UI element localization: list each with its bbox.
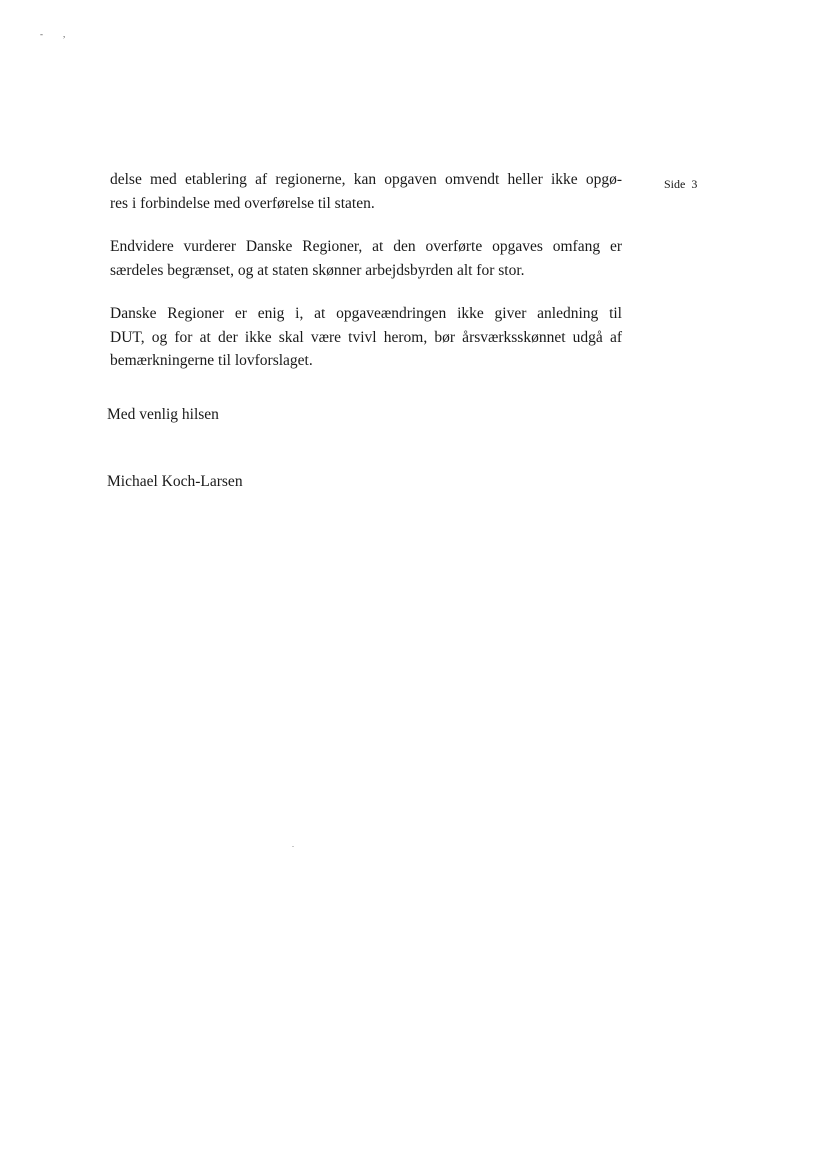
paragraph-2 — [110, 235, 622, 282]
paragraph-line: Danske Regioner er enig i, at opgaveændringen ikke giver anledning til — [110, 305, 622, 322]
page-indicator — [664, 176, 697, 192]
scan-speck — [292, 846, 294, 847]
paragraph-line: DUT, og for at der ikke skal være tvivl herom, bør årsværksskønnet udgå af — [110, 328, 622, 346]
closing-salutation: Med venlig hilsen — [107, 406, 219, 423]
signature-name: Michael Koch-Larsen — [107, 473, 243, 490]
paragraph-3 — [110, 302, 622, 373]
paragraph-line: bemærkningerne til lovforslaget. — [110, 352, 313, 369]
scan-artifact-dash: - — [40, 29, 43, 39]
paragraph-line: res i forbindelse med overførelse til staten. — [110, 194, 375, 212]
paragraph-line: særdeles begrænset, og at staten skønner arbejdsbyrden alt for stor. — [110, 261, 525, 279]
page-number: 3 — [691, 177, 698, 191]
scan-artifact-comma: , — [63, 29, 66, 39]
page-label-word: Side — [664, 177, 686, 191]
paragraph-1 — [110, 168, 622, 215]
paragraph-line: Endvidere vurderer Danske Regioner, at den overførte opgaves omfang er — [110, 238, 622, 255]
letter-body — [110, 168, 622, 393]
paragraph-line: delse med etablering af regionerne, kan opgaven omvendt heller ikke opgø- — [110, 171, 622, 188]
